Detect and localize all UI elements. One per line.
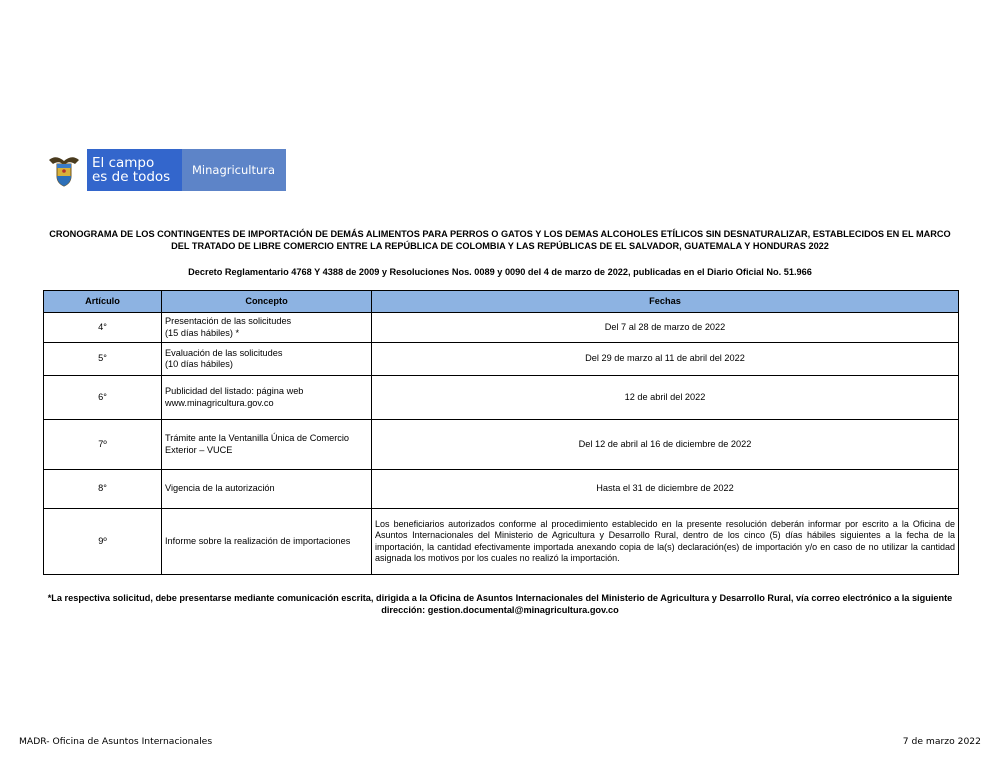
- footer-office: MADR- Oficina de Asuntos Internacionales: [19, 736, 213, 747]
- cell-fechas: Del 12 de abril al 16 de diciembre de 2022: [372, 420, 959, 470]
- document-title: CRONOGRAMA DE LOS CONTINGENTES DE IMPORTACIÓN DE DEMÁS ALIMENTOS PARA PERROS O GATOS Y LOS DEMAS ALCOHOLES ETÍLICOS SIN DESNATURALIZAR, ESTABLECIDOS EN EL MARCO DEL TRATADO DE LIBRE COMERCIO ENTRE LA REPÚBLICA DE COLOMBIA Y LAS REPÚBLICAS DE EL SALVADOR, GUATEMALA Y HONDURAS 2022: [49, 229, 951, 251]
- cell-articulo: 4°: [44, 313, 162, 343]
- concepto-line1: Evaluación de las solicitudes: [165, 347, 283, 358]
- table-row: [44, 509, 959, 575]
- cell-concepto: [162, 509, 372, 575]
- table-row: [44, 313, 959, 343]
- concepto-line1: Publicidad del listado: página web: [165, 386, 304, 396]
- footer-date: 7 de marzo 2022: [902, 736, 981, 747]
- header-fechas: Fechas: [372, 291, 959, 313]
- logo-ministry-name: Minagricultura: [182, 149, 286, 191]
- cell-fechas: Los beneficiarios autorizados conforme al procedimiento establecido en la presente resolución deberán informar por escrito a la Oficina de Asuntos Internacionales del Ministerio de Agricultura y Desarrollo Rural, dentro de los cinco (5) días hábiles siguientes a la fecha de la importación, la cantidad efectivamente importada anexando copia de la(s) declaración(es) de importación y/o en caso de no utilizar la cantidad asignada los motivos por los cuales no realizó la importación.: [372, 509, 959, 575]
- cell-articulo: 8°: [44, 470, 162, 509]
- concepto-line2: (15 días hábiles) *: [165, 327, 240, 338]
- concepto-line1: Vigencia de la autorización: [165, 483, 275, 494]
- table-row: [44, 420, 959, 470]
- cell-concepto: [162, 376, 372, 420]
- concepto-line2: www.minagricultura.gov.co: [165, 397, 274, 408]
- footnote: *La respectiva solicitud, debe presentarse mediante comunicación escrita, dirigida a la Oficina de Asuntos Internacionales del Ministerio de Agricultura y Desarrollo Rural, vía correo electrónico a la siguiente dirección: gestion.documental@minagricultura.gov.co: [47, 593, 953, 615]
- concepto-line1: Trámite ante la Ventanilla Única de Comercio: [165, 433, 350, 443]
- concepto-line2: Exterior – VUCE: [165, 444, 233, 455]
- cell-fechas: Del 7 al 28 de marzo de 2022: [372, 313, 959, 343]
- cell-articulo: 5°: [44, 343, 162, 376]
- cell-concepto: [162, 470, 372, 509]
- table-row: [44, 343, 959, 376]
- table-header-row: [44, 291, 959, 313]
- table-row: [44, 376, 959, 420]
- logo-slogan-line2: es de todos: [92, 169, 171, 185]
- logo-slogan-line1: El campo: [92, 155, 155, 171]
- schedule-table: [43, 290, 959, 575]
- concepto-line2: (10 días hábiles): [165, 359, 233, 369]
- document-subtitle: Decreto Reglamentario 4768 Y 4388 de 2009 y Resoluciones Nos. 0089 y 0090 del 4 de marzo de 2022, publicadas en el Diario Oficial No. 51.966: [188, 267, 812, 277]
- cell-fechas: Del 29 de marzo al 11 de abril del 2022: [372, 343, 959, 376]
- cell-concepto: [162, 343, 372, 376]
- concepto-line1: Informe sobre la realización de importaciones: [165, 535, 351, 546]
- ministry-logo: [41, 149, 286, 191]
- cell-articulo: 7º: [44, 420, 162, 470]
- cell-fechas: Hasta el 31 de diciembre de 2022: [372, 470, 959, 509]
- table-row: [44, 470, 959, 509]
- cell-articulo: 9º: [44, 509, 162, 575]
- header-concepto: Concepto: [162, 291, 372, 313]
- cell-articulo: 6°: [44, 376, 162, 420]
- concepto-line1: Presentación de las solicitudes: [165, 316, 292, 326]
- cell-concepto: [162, 313, 372, 343]
- logo-slogan: [87, 149, 182, 191]
- coat-of-arms-icon: [41, 149, 87, 191]
- header-articulo: Artículo: [44, 291, 162, 313]
- cell-concepto: [162, 420, 372, 470]
- cell-fechas: 12 de abril del 2022: [372, 376, 959, 420]
